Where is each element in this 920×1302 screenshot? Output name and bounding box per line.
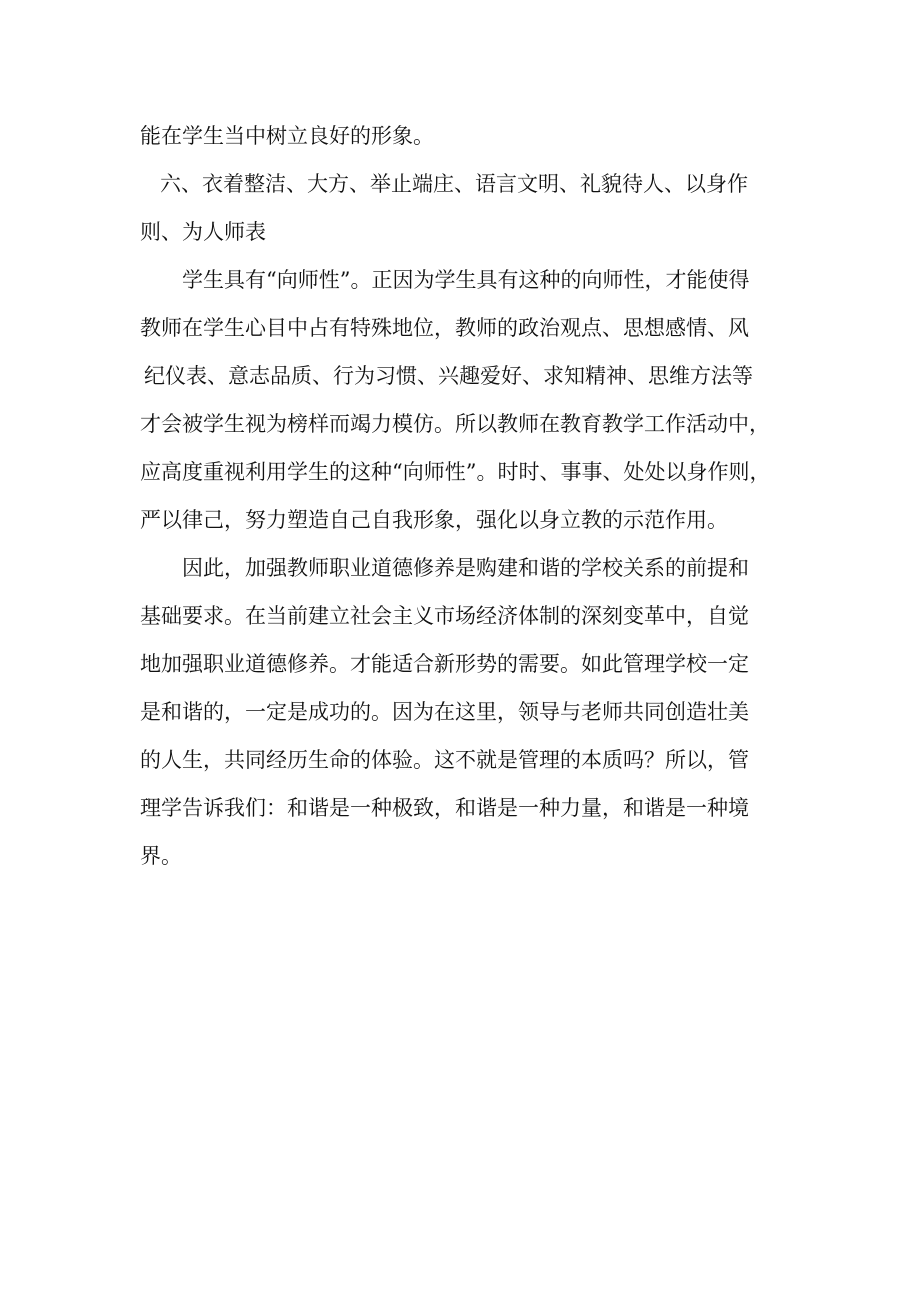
section-heading-line: 六、衣着整洁、大方、举止端庄、语言文明、礼貌待人、以身作	[160, 172, 748, 196]
paragraph-line: 基础要求。在当前建立社会主义市场经济体制的深刻变革中，自觉	[140, 604, 749, 628]
paragraph-line: 教师在学生心目中占有特殊地位，教师的政治观点、思想感情、风	[140, 316, 749, 340]
paragraph-line: 因此，加强教师职业道德修养是购建和谐的学校关系的前提和	[182, 556, 749, 580]
paragraph-line: 应高度重视利用学生的这种“向师性”。时时、事事、处处以身作则，	[140, 460, 771, 484]
paragraph-line: 学生具有“向师性”。正因为学生具有这种的向师性，才能使得	[182, 268, 750, 292]
paragraph-line: 界。	[140, 844, 182, 868]
body-text	[140, 112, 800, 880]
paragraph-line: 是和谐的，一定是成功的。因为在这里，领导与老师共同创造壮美	[140, 700, 749, 724]
paragraph-line: 严以律己，努力塑造自己自我形象，强化以身立教的示范作用。	[140, 508, 728, 532]
paragraph-line: 能在学生当中树立良好的形象。	[140, 124, 434, 148]
paragraph-line: 纪仪表、意志品质、行为习惯、兴趣爱好、求知精神、思维方法等	[144, 364, 753, 388]
paragraph-line: 地加强职业道德修养。才能适合新形势的需要。如此管理学校一定	[140, 652, 749, 676]
paragraph-line: 的人生，共同经历生命的体验。这不就是管理的本质吗？所以，管	[140, 748, 749, 772]
section-heading-line: 则、为人师表	[140, 220, 266, 244]
paragraph-line: 理学告诉我们：和谐是一种极致，和谐是一种力量，和谐是一种境	[140, 796, 749, 820]
paragraph-line: 才会被学生视为榜样而竭力模仿。所以教师在教育教学工作活动中，	[140, 412, 770, 436]
